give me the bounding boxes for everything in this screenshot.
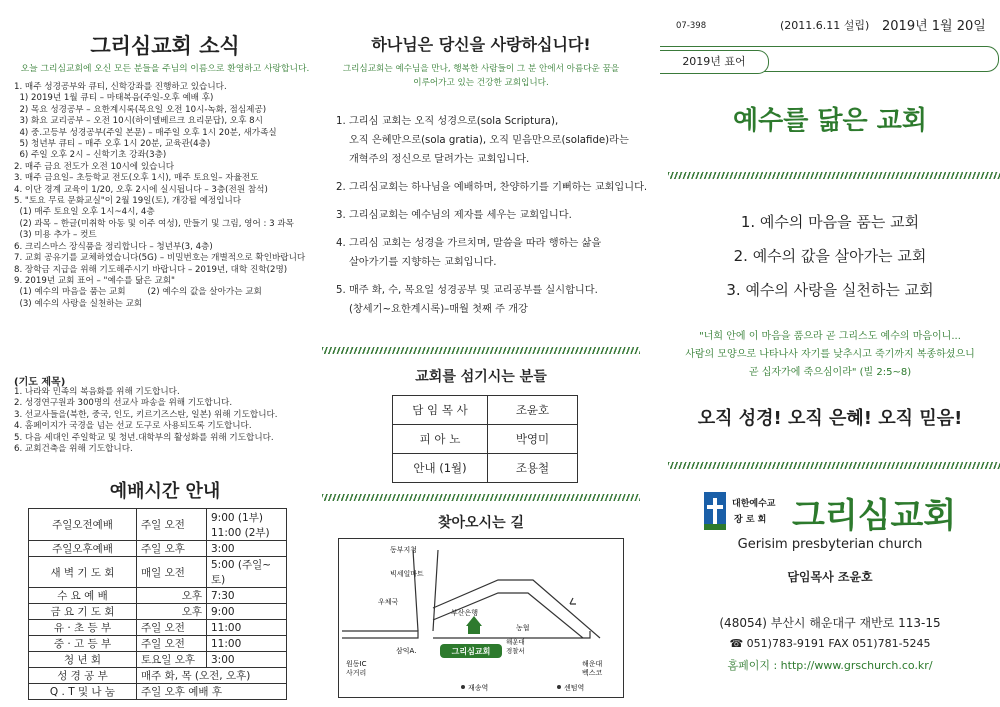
prayer-list	[14, 387, 330, 455]
map-label-centum: 센텀역	[564, 684, 585, 692]
staff-table	[392, 395, 578, 483]
divider	[322, 347, 640, 354]
address: (48054) 부산시 해운대구 재반로 113-15	[719, 616, 941, 630]
church-point: 5. 매주 화, 수, 목요일 성경공부 및 교리공부를 실시합니다. (창세기~요한계시록)–매월 첫째 주 개강	[336, 285, 598, 315]
worship-day: 매일 오전	[137, 557, 207, 588]
worship-time: 9:00	[207, 604, 287, 620]
prayer-title: (기도 제목)	[14, 377, 66, 388]
news-item: (1) 예수의 마음을 품는 교회 (2) 예수의 값을 살아가는 교회	[14, 287, 262, 298]
intro-text: 그리심교회는 예수님을 만나, 행복한 사람들이 그 분 안에서 아름다운 꿈을 이루어가고 있는 건강한 교회입니다.	[342, 64, 620, 88]
prayer-item: 4. 홈페이지가 국경을 넘는 선교 도구로 사용되도록 기도합니다.	[14, 421, 252, 432]
worship-time: 3:00	[207, 652, 287, 668]
goal-item: 3. 예수의 사랑을 실천하는 교회	[726, 281, 934, 299]
staff-role: 담 임 목 사	[393, 396, 488, 425]
worship-day: 주일 오후 예배 후	[137, 684, 287, 700]
news-item: 6. 크리스마스 장식품을 정리합니다 – 청년부(3, 4층)	[14, 241, 213, 252]
staff-row	[393, 425, 578, 454]
church-point: 3. 그리심교회는 예수님의 제자를 세우는 교회입니다.	[336, 210, 572, 221]
map-label-bic: 빅세일마트	[390, 570, 424, 578]
staff-row	[393, 454, 578, 483]
map-label-busan: 부산은행	[451, 609, 479, 617]
staff-name: 조용철	[488, 454, 578, 483]
worship-name: 성 경 공 부	[29, 668, 137, 684]
worship-time: 5:00 (주일~토)	[207, 557, 287, 588]
station-dot	[557, 685, 561, 689]
map-label-church: 그리심교회	[451, 647, 491, 656]
map-label-samik: 삼익A.	[396, 647, 417, 655]
news-column	[0, 0, 330, 707]
motto-tab: 2019년 표어	[660, 50, 769, 74]
church-name-en: Gerisim presbyterian church	[737, 537, 923, 552]
church-name: 그리심교회	[792, 496, 957, 536]
worship-row	[29, 541, 287, 557]
station-dot	[461, 685, 465, 689]
worship-day: 오후	[137, 604, 207, 620]
cover-column	[660, 0, 1000, 707]
worship-time: 11:00	[207, 636, 287, 652]
church-points	[336, 112, 648, 328]
worship-day: 오후	[137, 588, 207, 604]
welcome-text: 오늘 그리심교회에 오신 모든 분들을 주님의 이름으로 환영하고 사랑합니다.	[20, 64, 310, 74]
bible-verse: "너희 안에 이 마음을 품으라 곧 그리스도 예수의 마음이니... 사람의 모양으로 나타나사 자기를 낮추시고 죽기까지 복종하셨으니 곧 십자가에 죽으심이라" (빌 2:5~8)	[685, 331, 975, 378]
news-item: 3. 매주 금요일– 초등학교 전도(오후 1시), 매주 토요일– 자율전도	[14, 173, 259, 184]
motto: 예수를 닮은 교회	[733, 106, 927, 136]
church-logo-icon	[704, 492, 726, 530]
staff-role: 피 아 노	[393, 425, 488, 454]
denomination-line2: 장 로 회	[734, 515, 767, 525]
worship-name: 주일오후예배	[29, 541, 137, 557]
map-label-nonghyup: 농협	[516, 624, 530, 632]
prayer-item: 6. 교회건축을 위해 기도합니다.	[14, 444, 133, 455]
worship-time: 11:00	[207, 620, 287, 636]
phone-fax: ☎ 051)783-9191 FAX 051)781-5245	[729, 637, 931, 650]
staff-name: 박영미	[488, 425, 578, 454]
map-title: 찾아오시는 길	[437, 515, 525, 531]
goal-item: 2. 예수의 값을 살아가는 교회	[733, 247, 927, 265]
worship-name: 유 · 초 등 부	[29, 620, 137, 636]
news-item: 9. 2019년 교회 표어 – "예수를 닮은 교회"	[14, 275, 176, 286]
news-item: (3) 예수의 사랑을 실천하는 교회	[14, 298, 143, 309]
staff-role: 안내 (1월)	[393, 454, 488, 483]
worship-name: 금 요 기 도 회	[29, 604, 137, 620]
news-item: 1) 2019년 1월 큐티 – 마태복음(주일-오후 예배 후)	[14, 93, 214, 104]
worship-name: 수 요 예 배	[29, 588, 137, 604]
staff-row	[393, 396, 578, 425]
worship-time: 9:00 (1부) 11:00 (2부)	[207, 509, 287, 541]
worship-row	[29, 652, 287, 668]
map-label-bexco: 해운대 벡스코	[582, 660, 603, 677]
worship-day: 매주 화, 목 (오전, 오후)	[137, 668, 287, 684]
worship-day: 주일 오전	[137, 636, 207, 652]
map-label-jaesong: 재송역	[468, 684, 489, 692]
news-item: 6) 주일 오후 2시 – 신학기초 강좌(3층)	[14, 150, 167, 161]
worship-day: 주일 오전	[137, 509, 207, 541]
goal-item: 1. 예수의 마음을 품는 교회	[740, 213, 920, 231]
worship-row	[29, 636, 287, 652]
homepage-link[interactable]: 홈페이지 : http://www.grschurch.co.kr/	[727, 659, 933, 672]
denomination-line1: 대한예수교	[732, 499, 776, 509]
staff-name: 조윤호	[488, 396, 578, 425]
worship-row	[29, 557, 287, 588]
worship-day: 토요일 오후	[137, 652, 207, 668]
worship-time: 3:00	[207, 541, 287, 557]
prayer-item: 1. 나라와 민족의 복음화를 위해 기도합니다.	[14, 387, 180, 397]
intro-column	[322, 0, 648, 707]
worship-row	[29, 604, 287, 620]
worship-name: 중 · 고 등 부	[29, 636, 137, 652]
church-point: 1. 그리심 교회는 오직 성경으로(sola Scriptura), 오직 은혜만으로(sola gratia), 오직 믿음만으로(solafide)라는 개혁주의 정신으로 달려가는 교회입니다.	[336, 116, 629, 165]
worship-row	[29, 509, 287, 541]
news-item: 2. 매주 금요 전도가 오전 10시에 있습니다	[14, 161, 175, 172]
map-label-police: 해운대 경찰서	[506, 638, 525, 655]
worship-name: Q . T 및 나 눔	[29, 684, 137, 700]
worship-table-wrap	[28, 508, 287, 700]
slogan: 오직 성경! 오직 은혜! 오직 믿음!	[697, 408, 963, 429]
founded-date: (2011.6.11 설립)	[780, 19, 870, 32]
pastor: 담임목사 조윤호	[787, 570, 873, 584]
intro-title: 하나님은 당신을 사랑하십니다!	[371, 35, 591, 54]
worship-row	[29, 620, 287, 636]
news-item: (2) 과목 – 한글(미취학 아동 및 이주 여성), 만들기 및 그림, 영어 : 3 과목	[14, 218, 294, 229]
news-item: 7. 교회 공유기를 교체하였습니다(5G) – 비밀번호는 개별적으로 확인바랍니다	[14, 253, 306, 264]
staff-title: 교회를 섬기시는 분들	[415, 369, 547, 385]
map-label-wondong: 원동IC 사거리	[346, 660, 367, 677]
church-point: 4. 그리심 교회는 성경을 가르치며, 말씀을 따라 행하는 삶을 살아가기를 지향하는 교회입니다.	[336, 238, 602, 268]
news-item: 5) 청년부 큐티 – 매주 오후 1시 20분, 교육관(4층)	[14, 139, 211, 150]
map-border	[339, 539, 624, 698]
staff-table-wrap	[392, 395, 578, 483]
bulletin-date: 2019년 1월 20일	[882, 19, 986, 34]
worship-row	[29, 668, 287, 684]
map-label-woojae: 우체국	[378, 598, 399, 606]
news-title: 그리심교회 소식	[90, 34, 240, 58]
worship-name: 청 년 회	[29, 652, 137, 668]
prayer-item: 5. 다음 세대인 주일학교 및 청년.대학부의 활성화를 위해 기도합니다.	[14, 432, 274, 443]
worship-row	[29, 684, 287, 700]
news-item: 2) 목요 성경공부 – 요한계시록(목요일 오전 10시-녹화, 점심제공)	[14, 104, 267, 115]
news-item: 3) 화요 교리공부 – 오전 10시(하이델베르크 요리문답), 오후 8시	[14, 116, 263, 127]
divider	[322, 494, 640, 501]
bulletin-code: 07-398	[676, 21, 707, 31]
goal-list	[660, 205, 1000, 307]
worship-row	[29, 588, 287, 604]
worship-title: 예배시간 안내	[109, 481, 221, 502]
worship-name: 주일오전예배	[29, 509, 137, 541]
divider	[668, 172, 1000, 179]
news-item: 4. 이단 경계 교육이 1/20, 오후 2시에 실시됩니다 – 3층(전원 참석)	[14, 184, 268, 195]
worship-time: 7:30	[207, 588, 287, 604]
directions-map	[338, 538, 624, 698]
news-item: 1. 매주 성경공부와 큐티, 신학강좌를 진행하고 있습니다.	[14, 82, 227, 92]
worship-day: 주일 오전	[137, 620, 207, 636]
worship-table	[28, 508, 287, 700]
map-label-dongbu: 동부지청	[390, 546, 418, 554]
news-item: (3) 미용 추가 – 컷트	[14, 230, 97, 241]
divider	[668, 462, 1000, 469]
news-item: 5. "토요 무료 문화교실"이 2월 19일(토), 개강될 예정입니다	[14, 196, 242, 207]
news-item: 4) 중.고등부 성경공부(주일 본문) – 매주일 오후 1시 20분, 새가족실	[14, 127, 277, 138]
news-list	[14, 82, 330, 310]
prayer-item: 3. 선교사들을(북한, 중국, 인도, 키르기즈스탄, 일본) 위해 기도합니다.	[14, 409, 278, 420]
church-point: 2. 그리심교회는 하나님을 예배하며, 찬양하기를 기뻐하는 교회입니다.	[336, 182, 648, 193]
worship-name: 새 벽 기 도 회	[29, 557, 137, 588]
worship-day: 주일 오후	[137, 541, 207, 557]
prayer-item: 2. 성경연구원과 300명의 선교사 파송을 위해 기도합니다.	[14, 398, 233, 409]
news-item: 8. 장학금 지급을 위해 기도해주시기 바랍니다 – 2019년, 대학 진학(2명)	[14, 264, 288, 275]
news-item: (1) 매주 토요일 오후 1시~4시, 4층	[14, 207, 155, 218]
